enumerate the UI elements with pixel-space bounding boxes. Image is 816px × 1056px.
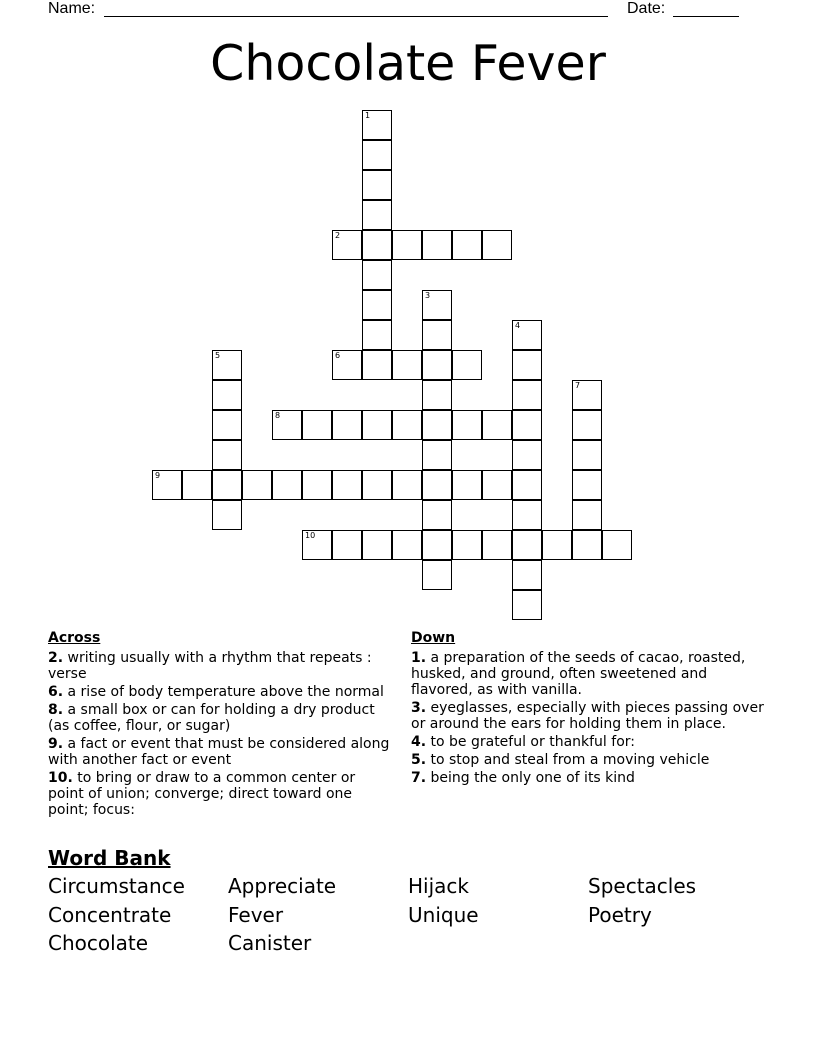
grid-cell[interactable]: [242, 470, 272, 500]
grid-cell[interactable]: [332, 470, 362, 500]
grid-cell[interactable]: [602, 530, 632, 560]
clue-text: eyeglasses, especially with pieces passing over or around the ears for holding them in place.: [411, 700, 764, 732]
grid-cell[interactable]: [392, 470, 422, 500]
name-field[interactable]: [104, 16, 608, 17]
grid-cell[interactable]: [272, 410, 302, 440]
grid-cell[interactable]: [302, 530, 332, 560]
grid-cell[interactable]: [572, 440, 602, 470]
grid-cell[interactable]: [362, 410, 392, 440]
grid-cell[interactable]: [392, 410, 422, 440]
grid-cell[interactable]: [512, 410, 542, 440]
grid-cell[interactable]: [542, 530, 572, 560]
word-bank-item: Concentrate: [48, 902, 172, 927]
grid-cell[interactable]: [362, 200, 392, 230]
grid-cell[interactable]: [332, 230, 362, 260]
clue-number: 1.: [411, 650, 427, 666]
across-clue: [48, 736, 393, 768]
grid-cell[interactable]: [512, 530, 542, 560]
grid-cell[interactable]: [482, 530, 512, 560]
clue-number: 6: [335, 351, 341, 360]
grid-cell[interactable]: [362, 260, 392, 290]
name-label: Name:: [48, 0, 96, 17]
grid-cell[interactable]: [362, 470, 392, 500]
clue-text: a fact or event that must be considered along with another fact or event: [48, 736, 390, 768]
date-field[interactable]: [673, 16, 739, 17]
clue-number: 8: [275, 411, 281, 420]
grid-cell[interactable]: [452, 350, 482, 380]
grid-cell[interactable]: [362, 170, 392, 200]
grid-cell[interactable]: [332, 350, 362, 380]
clue-number: 5.: [411, 752, 427, 768]
grid-cell[interactable]: [302, 470, 332, 500]
grid-cell[interactable]: [422, 320, 452, 350]
grid-cell[interactable]: [452, 530, 482, 560]
grid-cell[interactable]: [392, 350, 422, 380]
word-bank-item: Circumstance: [48, 874, 185, 898]
grid-cell[interactable]: [572, 410, 602, 440]
grid-cell[interactable]: [422, 350, 452, 380]
grid-cell[interactable]: [362, 110, 392, 140]
grid-cell[interactable]: [212, 500, 242, 530]
grid-cell[interactable]: [422, 290, 452, 320]
grid-cell[interactable]: [272, 470, 302, 500]
down-heading: Down: [411, 630, 456, 646]
grid-cell[interactable]: [422, 230, 452, 260]
grid-cell[interactable]: [422, 530, 452, 560]
clue-text: to stop and steal from a moving vehicle: [426, 752, 710, 768]
word-bank-item: Hijack: [408, 874, 469, 898]
grid-cell[interactable]: [362, 140, 392, 170]
grid-cell[interactable]: [362, 530, 392, 560]
word-bank-item: Unique: [408, 902, 479, 927]
grid-cell[interactable]: [512, 380, 542, 410]
grid-cell[interactable]: [212, 350, 242, 380]
grid-cell[interactable]: [362, 290, 392, 320]
grid-cell[interactable]: [152, 470, 182, 500]
header-row: [0, 0, 816, 20]
grid-cell[interactable]: [512, 320, 542, 350]
clue-number: 5: [215, 351, 221, 360]
date-label: Date:: [627, 0, 666, 17]
clue-number: 7: [575, 381, 581, 390]
grid-cell[interactable]: [422, 440, 452, 470]
grid-cell[interactable]: [512, 590, 542, 620]
across-clues: [48, 630, 393, 820]
clue-text: to be grateful or thankful for:: [426, 734, 635, 750]
clue-number: 8.: [48, 702, 64, 718]
grid-cell[interactable]: [482, 410, 512, 440]
grid-cell[interactable]: [182, 470, 212, 500]
grid-cell[interactable]: [572, 380, 602, 410]
down-clue: [411, 752, 766, 768]
across-clue: [48, 770, 393, 818]
clue-number: 3.: [411, 700, 427, 716]
grid-cell[interactable]: [422, 380, 452, 410]
clue-text: a small box or can for holding a dry product (as coffee, flour, or sugar): [48, 702, 375, 734]
down-clue: [411, 700, 766, 732]
across-clue: [48, 650, 393, 682]
word-bank-item: Fever: [228, 902, 284, 927]
clue-number: 9.: [48, 736, 64, 752]
word-bank-item: Chocolate: [48, 931, 149, 955]
down-clue: [411, 770, 766, 786]
grid-cell[interactable]: [212, 440, 242, 470]
across-clue: [48, 702, 393, 734]
clue-number: 10.: [48, 770, 73, 786]
clue-text: being the only one of its kind: [426, 770, 635, 786]
grid-cell[interactable]: [452, 470, 482, 500]
clue-number: 4.: [411, 734, 427, 750]
clue-number: 1: [365, 111, 371, 120]
grid-cell[interactable]: [422, 560, 452, 590]
grid-cell[interactable]: [362, 350, 392, 380]
clue-text: writing usually with a rhythm that repeats : verse: [48, 650, 372, 682]
grid-cell[interactable]: [212, 470, 242, 500]
grid-cell[interactable]: [482, 230, 512, 260]
grid-cell[interactable]: [512, 470, 542, 500]
grid-cell[interactable]: [422, 500, 452, 530]
grid-cell[interactable]: [392, 530, 422, 560]
clue-text: to bring or draw to a common center or point of union; converge; direct toward one point; focus:: [48, 770, 356, 818]
grid-cell[interactable]: [572, 470, 602, 500]
grid-cell[interactable]: [452, 410, 482, 440]
word-bank-item: Appreciate: [228, 874, 337, 898]
clue-number: 4: [515, 321, 521, 330]
grid-cell[interactable]: [512, 350, 542, 380]
grid-cell[interactable]: [362, 230, 392, 260]
clue-text: a preparation of the seeds of cacao, roasted, husked, and ground, often sweetened and flavored, as with vanilla.: [411, 650, 746, 698]
clue-number: 9: [155, 471, 161, 480]
grid-cell[interactable]: [362, 320, 392, 350]
grid-cell[interactable]: [422, 470, 452, 500]
grid-cell[interactable]: [422, 410, 452, 440]
grid-cell[interactable]: [452, 230, 482, 260]
down-clues: [411, 630, 766, 788]
clue-number: 2: [335, 231, 341, 240]
clue-number: 10: [305, 531, 316, 540]
down-clue: [411, 734, 766, 750]
across-clue: [48, 684, 393, 700]
page-title: Chocolate Fever: [210, 35, 606, 92]
clue-number: 6.: [48, 684, 64, 700]
grid-cell[interactable]: [512, 560, 542, 590]
grid-cell[interactable]: [482, 470, 512, 500]
across-heading: Across: [48, 630, 101, 646]
down-clue: [411, 650, 766, 698]
word-bank-title: Word Bank: [48, 846, 171, 870]
grid-cell[interactable]: [512, 500, 542, 530]
clue-text: a rise of body temperature above the normal: [63, 684, 384, 700]
grid-cell[interactable]: [392, 230, 422, 260]
grid-cell[interactable]: [332, 410, 362, 440]
word-bank-item: Canister: [228, 931, 312, 955]
clue-number: 3: [425, 291, 431, 300]
grid-cell[interactable]: [512, 440, 542, 470]
grid-cell[interactable]: [302, 410, 332, 440]
grid-cell[interactable]: [332, 530, 362, 560]
word-bank-item: Spectacles: [588, 874, 697, 898]
word-bank-item: Poetry: [588, 902, 652, 927]
grid-cell[interactable]: [212, 380, 242, 410]
grid-cell[interactable]: [212, 410, 242, 440]
grid-cell[interactable]: [572, 530, 602, 560]
grid-cell[interactable]: [572, 500, 602, 530]
clue-number: 7.: [411, 770, 427, 786]
clue-number: 2.: [48, 650, 64, 666]
